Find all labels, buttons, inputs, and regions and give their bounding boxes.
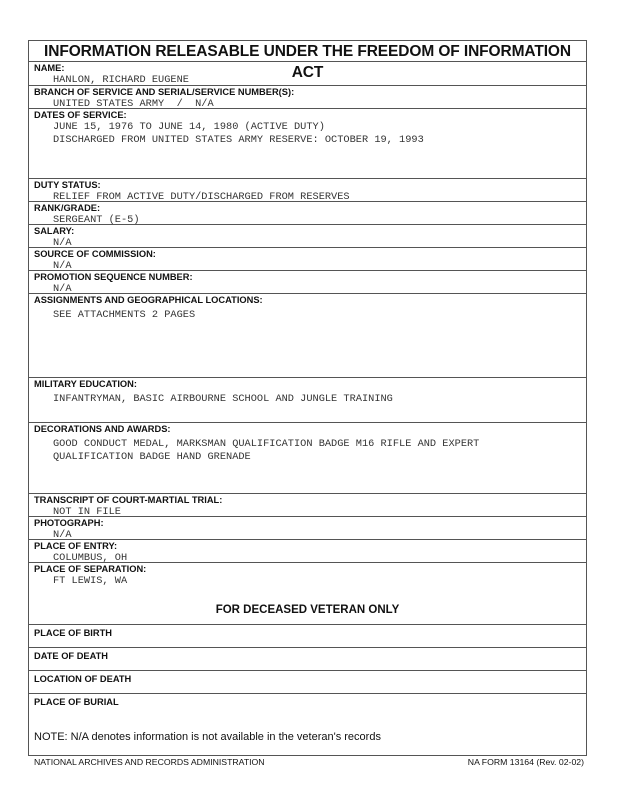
field-value: COLUMBUS, OH bbox=[53, 552, 128, 564]
deceased-field-label: PLACE OF BIRTH bbox=[34, 628, 112, 638]
field-label: SOURCE OF COMMISSION: bbox=[34, 249, 156, 259]
field-row bbox=[29, 494, 586, 517]
deceased-heading: FOR DECEASED VETERAN ONLY bbox=[29, 595, 586, 625]
field-row bbox=[29, 225, 586, 248]
field-row bbox=[29, 540, 586, 563]
field-label: MILITARY EDUCATION: bbox=[34, 379, 137, 389]
field-value: N/A bbox=[53, 237, 72, 249]
footer-agency: NATIONAL ARCHIVES AND RECORDS ADMINISTRATION bbox=[34, 757, 265, 767]
field-value: SEE ATTACHMENTS 2 PAGES bbox=[53, 309, 196, 321]
field-row bbox=[29, 179, 586, 202]
deceased-field-label: LOCATION OF DEATH bbox=[34, 674, 132, 684]
field-label: PLACE OF SEPARATION: bbox=[34, 564, 147, 574]
field-row bbox=[29, 271, 586, 294]
field-label: BRANCH OF SERVICE AND SERIAL/SERVICE NUMBER(S): bbox=[34, 87, 295, 97]
deceased-field-row bbox=[29, 625, 586, 648]
field-value: SERGEANT (E-5) bbox=[53, 214, 140, 226]
field-label: DUTY STATUS: bbox=[34, 180, 101, 190]
field-value: N/A bbox=[53, 260, 72, 272]
field-row bbox=[29, 378, 586, 423]
field-row bbox=[29, 517, 586, 540]
deceased-field-row bbox=[29, 648, 586, 671]
field-value: INFANTRYMAN, BASIC AIRBOURNE SCHOOL AND JUNGLE TRAINING bbox=[53, 393, 393, 405]
field-row bbox=[29, 294, 586, 378]
field-value: N/A bbox=[53, 283, 72, 295]
field-row bbox=[29, 248, 586, 271]
deceased-field-row bbox=[29, 694, 586, 718]
deceased-field-row bbox=[29, 671, 586, 694]
field-row bbox=[29, 423, 586, 494]
deceased-field-label: DATE OF DEATH bbox=[34, 651, 109, 661]
field-label: PLACE OF ENTRY: bbox=[34, 541, 118, 551]
field-label: DATES OF SERVICE: bbox=[34, 110, 127, 120]
field-row bbox=[29, 202, 586, 225]
field-value: JUNE 15, 1976 TO JUNE 14, 1980 (ACTIVE DUTY) bbox=[53, 121, 325, 133]
field-value: UNITED STATES ARMY / N/A bbox=[53, 98, 214, 110]
field-row bbox=[29, 563, 586, 595]
form-title: INFORMATION RELEASABLE UNDER THE FREEDOM OF INFORMATION ACT bbox=[29, 41, 586, 62]
deceased-field-label: PLACE OF BURIAL bbox=[34, 697, 119, 707]
field-label: DECORATIONS AND AWARDS: bbox=[34, 424, 171, 434]
field-label: RANK/GRADE: bbox=[34, 203, 101, 213]
field-value: FT LEWIS, WA bbox=[53, 575, 128, 587]
field-label: ASSIGNMENTS AND GEOGRAPHICAL LOCATIONS: bbox=[34, 295, 263, 305]
field-row bbox=[29, 109, 586, 179]
note: NOTE: N/A denotes information is not available in the veteran's records bbox=[34, 731, 381, 743]
field-label: PHOTOGRAPH: bbox=[34, 518, 104, 528]
footer-form-number: NA FORM 13164 (Rev. 02-02) bbox=[467, 757, 584, 767]
field-value: NOT IN FILE bbox=[53, 506, 121, 518]
field-value: DISCHARGED FROM UNITED STATES ARMY RESERVE: OCTOBER 19, 1993 bbox=[53, 134, 424, 146]
field-value: QUALIFICATION BADGE HAND GRENADE bbox=[53, 451, 251, 463]
field-value: HANLON, RICHARD EUGENE bbox=[53, 74, 189, 86]
field-label: NAME: bbox=[34, 63, 65, 73]
field-label: SALARY: bbox=[34, 226, 75, 236]
field-label: TRANSCRIPT OF COURT-MARTIAL TRIAL: bbox=[34, 495, 223, 505]
field-value: RELIEF FROM ACTIVE DUTY/DISCHARGED FROM RESERVES bbox=[53, 191, 350, 203]
field-value: N/A bbox=[53, 529, 72, 541]
field-row bbox=[29, 86, 586, 109]
field-value: GOOD CONDUCT MEDAL, MARKSMAN QUALIFICATION BADGE M16 RIFLE AND EXPERT bbox=[53, 438, 480, 450]
foia-form bbox=[28, 40, 587, 756]
field-label: PROMOTION SEQUENCE NUMBER: bbox=[34, 272, 193, 282]
field-row bbox=[29, 62, 586, 86]
